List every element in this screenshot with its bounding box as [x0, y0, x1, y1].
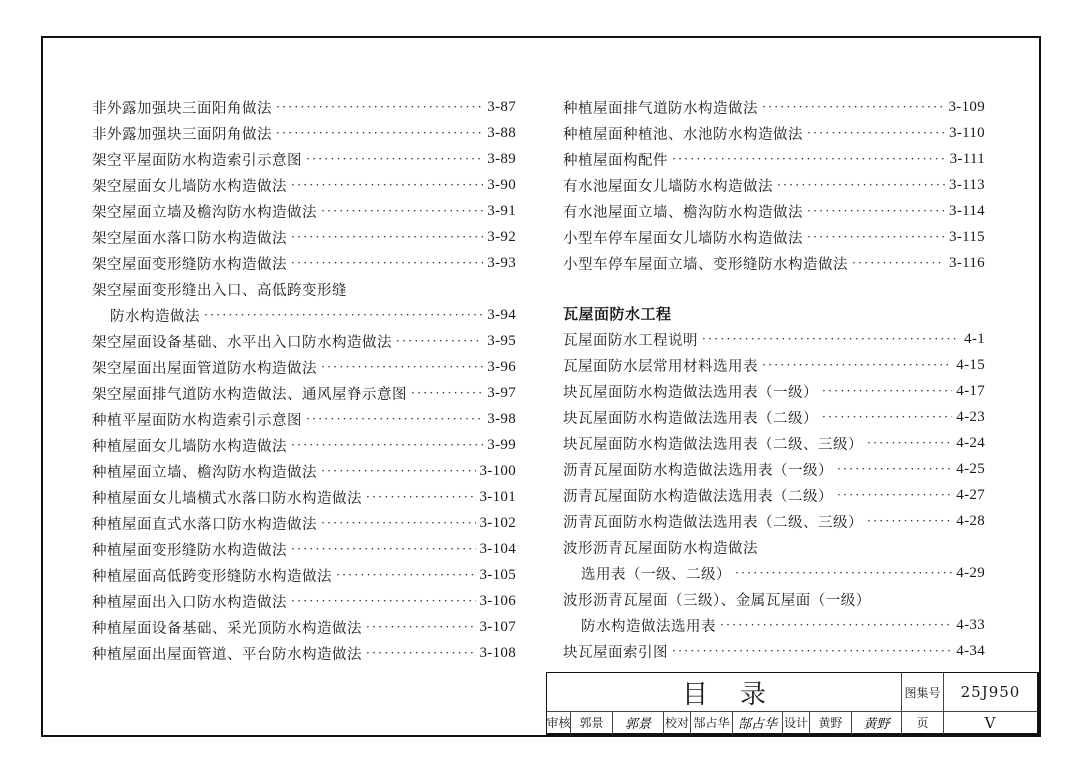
- dot-leader: [366, 619, 476, 635]
- toc-entry-page: 3-87: [487, 98, 516, 115]
- check-label: 校对: [664, 712, 691, 735]
- toc-entry-page: 4-1: [964, 330, 985, 347]
- toc-entry[interactable]: [92, 640, 516, 666]
- toc-entry-label: 小型车停车屋面立墙、变形缝防水构造做法: [563, 256, 848, 273]
- toc-entry-label: 架空屋面水落口防水构造做法: [92, 230, 287, 247]
- toc-entry-page: 3-104: [479, 540, 516, 557]
- dot-leader: [321, 463, 476, 479]
- toc-left-column: [92, 94, 516, 666]
- toc-entry[interactable]: [92, 328, 516, 354]
- toc-entry-page: 4-24: [956, 434, 985, 451]
- atlas-no-value: 25J950: [944, 672, 1039, 712]
- dot-leader: [291, 229, 483, 245]
- toc-entry[interactable]: [563, 456, 985, 482]
- toc-entry-page: 3-102: [479, 514, 516, 531]
- dot-leader: [672, 151, 946, 167]
- toc-entry-page: 3-100: [479, 462, 516, 479]
- toc-entry-label: 有水池屋面立墙、檐沟防水构造做法: [563, 204, 803, 221]
- section-title: 瓦屋面防水工程: [563, 304, 672, 323]
- toc-entry-page: 3-114: [949, 202, 985, 219]
- toc-entry-label: 种植屋面女儿墙横式水落口防水构造做法: [92, 490, 362, 507]
- dot-leader: [852, 255, 945, 271]
- toc-entry-page: 3-91: [487, 202, 516, 219]
- drawing-title: 目录: [546, 672, 902, 712]
- dot-leader: [306, 411, 483, 427]
- toc-entry-continuation[interactable]: [563, 612, 985, 638]
- dot-leader: [720, 617, 952, 633]
- toc-entry-label: 架空屋面立墙及檐沟防水构造做法: [92, 204, 317, 221]
- toc-entry-page: 3-101: [479, 488, 516, 505]
- designer-name: 黄野: [810, 712, 852, 735]
- dot-leader: [807, 203, 945, 219]
- toc-entry-label: 沥青瓦屋面防水构造做法选用表（一级）: [563, 462, 833, 479]
- toc-entry-label: 波形沥青瓦屋面（三级）、金属瓦屋面（一级）: [563, 592, 871, 609]
- toc-entry-page: 4-28: [956, 512, 985, 529]
- dot-leader: [762, 357, 952, 373]
- toc-entry-page: 3-115: [949, 228, 985, 245]
- toc-entry-label: 种植屋面出入口防水构造做法: [92, 594, 287, 611]
- toc-entry-label: 架空屋面女儿墙防水构造做法: [92, 178, 287, 195]
- dot-leader: [672, 643, 952, 659]
- toc-entry-label: 种植屋面出屋面管道、平台防水构造做法: [92, 646, 362, 663]
- toc-entry-page: 4-33: [956, 616, 985, 633]
- toc-entry-page: 4-15: [956, 356, 985, 373]
- reviewer-signature: 郭景: [613, 712, 664, 735]
- toc-entry-label: 瓦屋面防水工程说明: [563, 332, 698, 349]
- dot-leader: [291, 177, 483, 193]
- toc-entry-continuation[interactable]: [92, 302, 516, 328]
- dot-leader: [291, 437, 483, 453]
- toc-entry-label: 防水构造做法: [110, 308, 200, 325]
- toc-entry-page: 3-110: [949, 124, 985, 141]
- toc-entry-label: 非外露加强块三面阳角做法: [92, 100, 272, 117]
- dot-leader: [366, 645, 476, 661]
- dot-leader: [366, 489, 476, 505]
- toc-entry[interactable]: [92, 224, 516, 250]
- dot-leader: [702, 331, 960, 347]
- toc-entry-label: 种植屋面设备基础、采光顶防水构造做法: [92, 620, 362, 637]
- toc-entry[interactable]: [92, 146, 516, 172]
- checker-signature: 郜占华: [733, 712, 783, 735]
- toc-entry-label: 种植平屋面防水构造索引示意图: [92, 412, 302, 429]
- toc-entry-page: 3-98: [487, 410, 516, 427]
- toc-entry[interactable]: [563, 482, 985, 508]
- toc-entry-page: 4-27: [956, 486, 985, 503]
- atlas-no-label: 图集号: [902, 672, 944, 712]
- dot-leader: [762, 99, 945, 115]
- toc-entry-label: 非外露加强块三面阴角做法: [92, 126, 272, 143]
- toc-entry-page: 3-99: [487, 436, 516, 453]
- dot-leader: [276, 125, 483, 141]
- dot-leader: [276, 99, 483, 115]
- dot-leader: [204, 307, 483, 323]
- toc-entry[interactable]: [563, 352, 985, 378]
- toc-entry-label: 块瓦屋面索引图: [563, 644, 668, 661]
- toc-entry[interactable]: [92, 562, 516, 588]
- toc-entry[interactable]: [92, 484, 516, 510]
- dot-leader: [837, 461, 952, 477]
- toc-entry[interactable]: [92, 120, 516, 146]
- toc-entry[interactable]: [563, 250, 985, 276]
- page-number: V: [944, 712, 1039, 735]
- toc-entry-page: 3-113: [949, 176, 985, 193]
- toc-entry-page: 3-88: [487, 124, 516, 141]
- design-label: 设计: [783, 712, 810, 735]
- toc-entry[interactable]: [92, 172, 516, 198]
- toc-entry[interactable]: [563, 172, 985, 198]
- toc-entry[interactable]: [563, 120, 985, 146]
- toc-entry-label: 架空屋面变形缝出入口、高低跨变形缝: [92, 282, 347, 299]
- toc-entry-page: 3-94: [487, 306, 516, 323]
- toc-entry[interactable]: [563, 146, 985, 172]
- toc-entry-label: 种植屋面女儿墙防水构造做法: [92, 438, 287, 455]
- toc-entry[interactable]: [92, 380, 516, 406]
- toc-entry-label: 种植屋面排气道防水构造做法: [563, 100, 758, 117]
- toc-entry-page: 3-111: [949, 150, 985, 167]
- dot-leader: [807, 229, 945, 245]
- section-spacer: [563, 276, 985, 300]
- dot-leader: [837, 487, 952, 503]
- dot-leader: [867, 435, 952, 451]
- toc-entry-page: 3-109: [948, 98, 985, 115]
- dot-leader: [822, 409, 952, 425]
- dot-leader: [321, 359, 483, 375]
- dot-leader: [321, 203, 483, 219]
- toc-entry-page: 4-29: [956, 564, 985, 581]
- toc-entry-page: 3-95: [487, 332, 516, 349]
- dot-leader: [411, 385, 483, 401]
- title-block: [546, 672, 1039, 735]
- toc-entry-label: 沥青瓦屋面防水构造做法选用表（二级）: [563, 488, 833, 505]
- toc-entry[interactable]: [563, 378, 985, 404]
- toc-entry-page: 4-34: [956, 642, 985, 659]
- toc-entry[interactable]: [563, 224, 985, 250]
- toc-entry[interactable]: [92, 588, 516, 614]
- toc-entry-label: 架空平屋面防水构造索引示意图: [92, 152, 302, 169]
- toc-entry-page: 4-17: [956, 382, 985, 399]
- dot-leader: [867, 513, 952, 529]
- toc-entry-label: 瓦屋面防水层常用材料选用表: [563, 358, 758, 375]
- toc-entry[interactable]: [92, 510, 516, 536]
- toc-entry-label: 架空屋面变形缝防水构造做法: [92, 256, 287, 273]
- toc-entry-page: 3-92: [487, 228, 516, 245]
- toc-entry-page: 3-97: [487, 384, 516, 401]
- toc-entry-label: 防水构造做法选用表: [581, 618, 716, 635]
- toc-entry-label: 架空屋面排气道防水构造做法、通风屋脊示意图: [92, 386, 407, 403]
- toc-entry-first-line[interactable]: [92, 276, 516, 302]
- dot-leader: [291, 541, 476, 557]
- toc-entry[interactable]: [563, 638, 985, 664]
- dot-leader: [807, 125, 945, 141]
- toc-entry-label: 种植屋面立墙、檐沟防水构造做法: [92, 464, 317, 481]
- toc-entry-label: 架空屋面设备基础、水平出入口防水构造做法: [92, 334, 392, 351]
- toc-entry[interactable]: [563, 198, 985, 224]
- toc-entry-label: 有水池屋面女儿墙防水构造做法: [563, 178, 773, 195]
- toc-entry-page: 3-108: [479, 644, 516, 661]
- toc-entry-page: 3-107: [479, 618, 516, 635]
- toc-entry-page: 3-96: [487, 358, 516, 375]
- toc-entry-label: 种植屋面直式水落口防水构造做法: [92, 516, 317, 533]
- toc-entry[interactable]: [92, 536, 516, 562]
- toc-entry-label: 块瓦屋面防水构造做法选用表（一级）: [563, 384, 818, 401]
- designer-signature: 黄野: [852, 712, 902, 735]
- toc-entry[interactable]: [563, 508, 985, 534]
- dot-leader: [336, 567, 476, 583]
- toc-entry[interactable]: [92, 94, 516, 120]
- toc-entry-label: 沥青瓦面防水构造做法选用表（二级、三级）: [563, 514, 863, 531]
- toc-entry-label: 小型车停车屋面女儿墙防水构造做法: [563, 230, 803, 247]
- toc-entry-label: 块瓦屋面防水构造做法选用表（二级、三级）: [563, 436, 863, 453]
- toc-entry-page: 4-23: [956, 408, 985, 425]
- dot-leader: [291, 593, 476, 609]
- toc-entry[interactable]: [92, 458, 516, 484]
- toc-entry[interactable]: [92, 614, 516, 640]
- review-label: 审核: [546, 712, 571, 735]
- toc-entry[interactable]: [92, 250, 516, 276]
- toc-entry-first-line[interactable]: [563, 534, 985, 560]
- page-label: 页: [902, 712, 944, 735]
- toc-entry-page: 3-93: [487, 254, 516, 271]
- dot-leader: [822, 383, 952, 399]
- toc-entry-label: 块瓦屋面防水构造做法选用表（二级）: [563, 410, 818, 427]
- toc-entry[interactable]: [92, 198, 516, 224]
- toc-entry[interactable]: [563, 326, 985, 352]
- toc-entry-label: 种植屋面高低跨变形缝防水构造做法: [92, 568, 332, 585]
- toc-entry-continuation[interactable]: [563, 560, 985, 586]
- toc-entry-first-line[interactable]: [563, 586, 985, 612]
- toc-entry[interactable]: [563, 430, 985, 456]
- dot-leader: [306, 151, 483, 167]
- toc-entry-label: 种植屋面构配件: [563, 152, 668, 169]
- checker-name: 郜占华: [691, 712, 733, 735]
- toc-entry-label: 种植屋面变形缝防水构造做法: [92, 542, 287, 559]
- toc-entry-label: 种植屋面种植池、水池防水构造做法: [563, 126, 803, 143]
- toc-entry-label: 选用表（一级、二级）: [581, 566, 731, 583]
- toc-entry-page: 3-89: [487, 150, 516, 167]
- dot-leader: [291, 255, 483, 271]
- dot-leader: [777, 177, 945, 193]
- toc-right-column: [563, 94, 985, 664]
- dot-leader: [396, 333, 483, 349]
- toc-entry-page: 3-105: [479, 566, 516, 583]
- reviewer-name: 郭景: [571, 712, 613, 735]
- toc-entry[interactable]: [92, 354, 516, 380]
- dot-leader: [735, 565, 952, 581]
- toc-entry[interactable]: [92, 432, 516, 458]
- section-heading: [563, 300, 985, 326]
- dot-leader: [321, 515, 476, 531]
- toc-entry-page: 4-25: [956, 460, 985, 477]
- toc-entry-label: 波形沥青瓦屋面防水构造做法: [563, 540, 758, 557]
- toc-entry-page: 3-106: [479, 592, 516, 609]
- toc-entry[interactable]: [563, 94, 985, 120]
- toc-entry[interactable]: [563, 404, 985, 430]
- toc-entry-page: 3-90: [487, 176, 516, 193]
- toc-entry[interactable]: [92, 406, 516, 432]
- toc-entry-page: 3-116: [949, 254, 985, 271]
- toc-entry-label: 架空屋面出屋面管道防水构造做法: [92, 360, 317, 377]
